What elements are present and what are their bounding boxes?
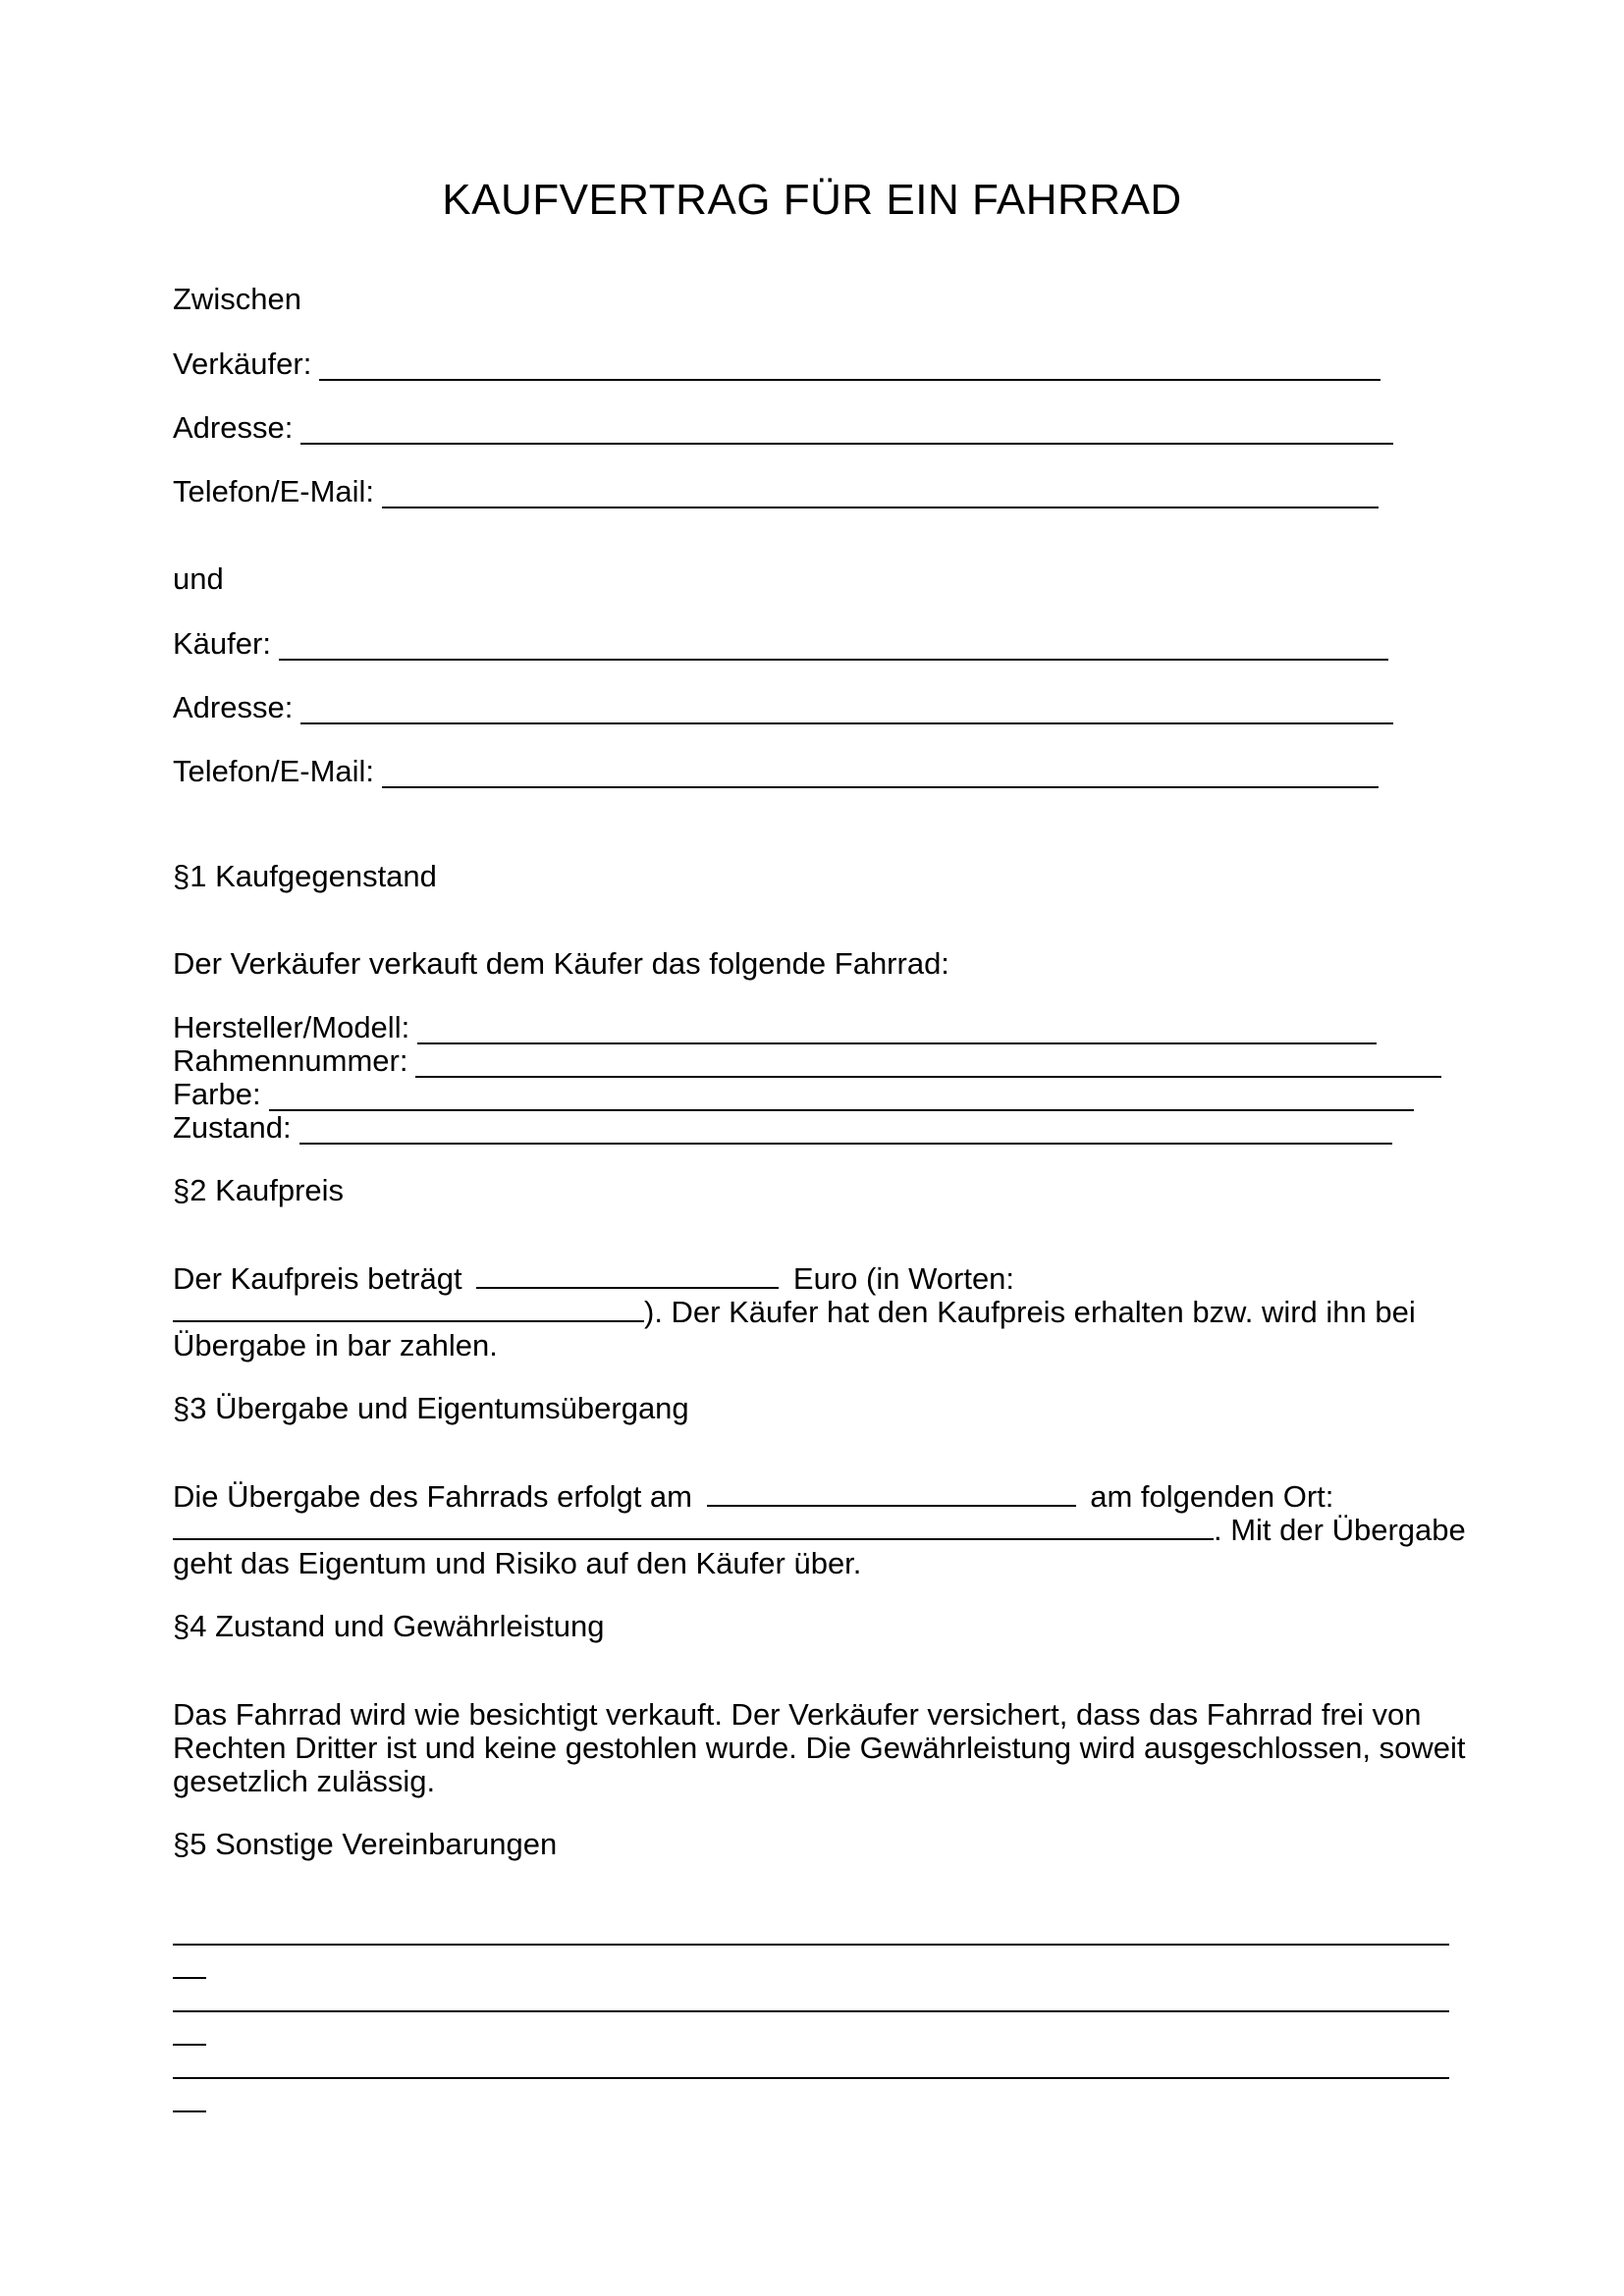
price-text-a: Der Kaufpreis beträgt — [173, 1261, 462, 1296]
price-text-c: ). Der Käufer hat den Kaufpreis erhalten bzw. wird ihn bei — [644, 1295, 1416, 1329]
agreements-line-3-cont[interactable] — [173, 2110, 206, 2112]
condition-blank[interactable] — [299, 1117, 1392, 1145]
between-label: Zwischen — [173, 282, 301, 316]
handover-place-blank[interactable] — [173, 1515, 1214, 1540]
buyer-name-field[interactable] — [173, 627, 1388, 661]
buyer-address-blank[interactable] — [300, 697, 1393, 724]
frame-number-field[interactable] — [173, 1044, 1441, 1078]
agreements-line-1-cont[interactable] — [173, 1977, 206, 1979]
section4-line3: gesetzlich zulässig. — [173, 1764, 436, 1798]
price-line — [173, 1262, 1014, 1296]
buyer-name-blank[interactable] — [279, 633, 1388, 661]
buyer-name-label: Käufer: — [173, 626, 271, 661]
section2-heading: §2 Kaufpreis — [173, 1173, 345, 1207]
price-text-b: Euro (in Worten: — [792, 1261, 1015, 1296]
seller-contact-field[interactable] — [173, 475, 1379, 508]
seller-address-label: Adresse: — [173, 410, 294, 445]
seller-contact-label: Telefon/E-Mail: — [173, 474, 375, 508]
buyer-contact-field[interactable] — [173, 755, 1379, 788]
section1-intro: Der Verkäufer verkauft dem Käufer das folgende Fahrrad: — [173, 946, 949, 981]
handover-line — [173, 1480, 1333, 1514]
seller-address-blank[interactable] — [300, 417, 1393, 445]
handover-text-a: Die Übergabe des Fahrrads erfolgt am — [173, 1479, 692, 1514]
model-label: Hersteller/Modell: — [173, 1010, 410, 1044]
model-blank[interactable] — [417, 1017, 1377, 1044]
seller-name-label: Verkäufer: — [173, 347, 312, 381]
buyer-contact-label: Telefon/E-Mail: — [173, 754, 375, 788]
section5-heading: §5 Sonstige Vereinbarungen — [173, 1827, 558, 1861]
color-label: Farbe: — [173, 1077, 261, 1111]
handover-text-d: geht das Eigentum und Risiko auf den Käufer über. — [173, 1546, 862, 1580]
handover-place-line — [173, 1514, 1466, 1547]
frame-number-label: Rahmennummer: — [173, 1043, 408, 1078]
buyer-contact-blank[interactable] — [382, 761, 1379, 788]
color-field[interactable] — [173, 1078, 1414, 1111]
seller-contact-blank[interactable] — [382, 481, 1379, 508]
condition-label: Zustand: — [173, 1110, 292, 1145]
handover-date-blank[interactable] — [707, 1481, 1076, 1507]
section1-heading: §1 Kaufgegenstand — [173, 859, 437, 893]
price-words-line — [173, 1296, 1416, 1329]
price-text-d: Übergabe in bar zahlen. — [173, 1328, 498, 1362]
model-field[interactable] — [173, 1011, 1377, 1044]
price-blank[interactable] — [476, 1263, 779, 1289]
document-title: KAUFVERTRAG FÜR EIN FAHRRAD — [442, 176, 1182, 224]
buyer-address-label: Adresse: — [173, 690, 294, 724]
agreements-line-2-cont[interactable] — [173, 2044, 206, 2046]
seller-name-field[interactable] — [173, 347, 1380, 381]
color-blank[interactable] — [269, 1084, 1414, 1111]
agreements-line-1[interactable] — [173, 1944, 1449, 1946]
seller-address-field[interactable] — [173, 411, 1393, 445]
section4-line2: Rechten Dritter ist und keine gestohlen wurde. Die Gewährleistung wird ausgeschlossen, soweit — [173, 1731, 1466, 1765]
section3-heading: §3 Übergabe und Eigentumsübergang — [173, 1391, 689, 1425]
and-label: und — [173, 561, 224, 596]
frame-number-blank[interactable] — [415, 1050, 1441, 1078]
buyer-address-field[interactable] — [173, 691, 1393, 724]
seller-name-blank[interactable] — [319, 353, 1380, 381]
price-words-blank[interactable] — [173, 1297, 644, 1322]
agreements-line-3[interactable] — [173, 2077, 1449, 2079]
section4-heading: §4 Zustand und Gewährleistung — [173, 1609, 605, 1643]
handover-text-c: . Mit der Übergabe — [1214, 1513, 1466, 1547]
agreements-line-2[interactable] — [173, 2010, 1449, 2012]
section4-line1: Das Fahrrad wird wie besichtigt verkauft. Der Verkäufer versichert, dass das Fahrrad frei von — [173, 1697, 1422, 1732]
handover-text-b: am folgenden Ort: — [1090, 1479, 1334, 1514]
condition-field[interactable] — [173, 1111, 1392, 1145]
